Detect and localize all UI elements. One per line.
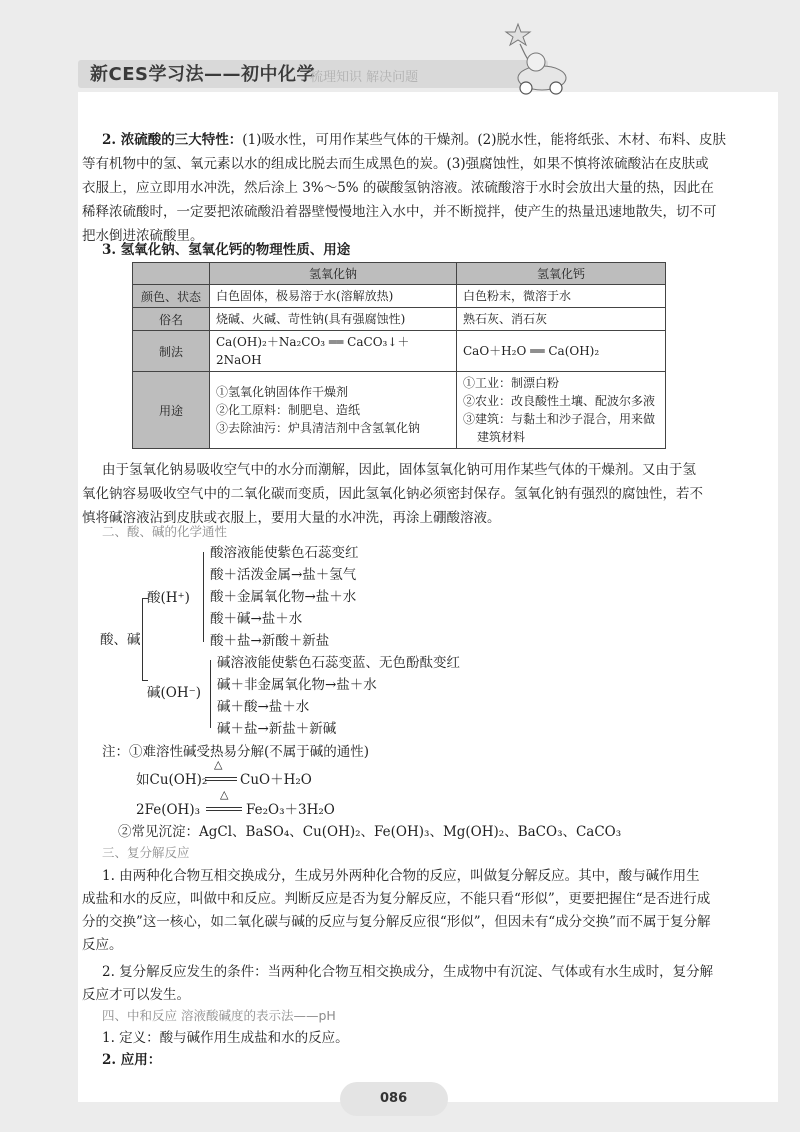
header-title: 新CES学习法——初中化学 xyxy=(90,64,315,85)
table-cell xyxy=(210,285,457,308)
table-cell xyxy=(457,331,666,372)
tree-root: 酸、碱 xyxy=(100,632,141,648)
table-row xyxy=(133,308,666,331)
section-heading: 三、复分解反应 xyxy=(102,845,190,860)
table-cell xyxy=(457,285,666,308)
equation-left: 2Fe(OH)₃ xyxy=(136,802,200,818)
cell-line: ②农业：改良酸性土壤、配波尔多液 xyxy=(463,394,656,408)
cell-line: 白色固体，极易溶于水(溶解放热) xyxy=(216,289,394,303)
cell-line: ①工业：制漂白粉 xyxy=(463,376,560,390)
cell-line: Ca(OH)₂＋Na₂CO₃ ══ CaCO₃↓＋2NaOH xyxy=(216,335,410,367)
equation-right: CuO＋H₂O xyxy=(240,772,312,788)
table-cell xyxy=(457,308,666,331)
table-row xyxy=(133,372,666,449)
tree-connector xyxy=(142,680,148,681)
section-heading: 二、酸、碱的化学通性 xyxy=(102,524,228,539)
table-cell xyxy=(457,372,666,449)
table-cell xyxy=(210,331,457,372)
tree-base-label: 碱(OH⁻) xyxy=(147,685,201,701)
paragraph-line: 反应。 xyxy=(82,937,123,953)
row-label: 俗名 xyxy=(133,308,210,331)
paragraph-line: 成盐和水的反应，叫做中和反应。判断反应是否为复分解反应，不能只看“形似”，更要把握住“是否进行成 xyxy=(82,891,711,907)
cell-line: CaO＋H₂O ══ Ca(OH)₂ xyxy=(463,344,600,358)
base-property: 碱＋酸→盐＋水 xyxy=(217,699,310,715)
equation-left: 如Cu(OH)₂ xyxy=(136,772,208,788)
tree-brace xyxy=(210,660,211,728)
table-cell xyxy=(210,308,457,331)
paragraph-line: 衣服上，应立即用水冲洗，然后涂上 3%～5% 的碳酸氢钠溶液。浓硫酸溶于水时会放出大量的热，因此在 xyxy=(82,180,714,196)
tree-acid-label: 酸(H⁺) xyxy=(147,590,190,606)
equation-line xyxy=(205,780,237,781)
paragraph-line: 氧化钠容易吸收空气中的二氧化碳而变质，因此氢氧化钠必须密封保存。氢氧化钠有强烈的腐蚀性，若不 xyxy=(82,486,703,502)
acid-property: 酸＋碱→盐＋水 xyxy=(210,611,303,627)
paragraph-text: (1)吸水性，可用作某些气体的干燥剂。(2)脱水性，能将纸张、木材、布料、皮肤 xyxy=(242,132,727,148)
cell-line: ③建筑：与黏土和沙子混合，用来做 xyxy=(463,412,656,426)
row-label: 制法 xyxy=(133,331,210,372)
equation-line xyxy=(206,807,242,808)
base-property: 碱溶液能使紫色石蕊变蓝、无色酚酞变红 xyxy=(217,655,460,671)
cell-line: 建筑材料 xyxy=(477,430,526,444)
mascot-car-icon xyxy=(490,18,570,98)
acid-property: 酸＋金属氧化物→盐＋水 xyxy=(210,589,357,605)
cell-line: 烧碱、火碱、苛性钠(具有强腐蚀性) xyxy=(216,312,406,326)
table-corner xyxy=(133,263,210,285)
definition-line: 1. 定义：酸与碱作用生成盐和水的反应。 xyxy=(102,1030,349,1046)
cell-line: 白色粉末，微溶于水 xyxy=(463,289,572,303)
paragraph-line: 等有机物中的氢、氧元素以水的组成比脱去而生成黑色的炭。(3)强腐蚀性，如果不慎将浓硫酸沾在皮肤或 xyxy=(82,156,709,172)
paragraph-line xyxy=(102,130,726,150)
page-number: 086 xyxy=(380,1091,408,1106)
cell-line: 熟石灰、消石灰 xyxy=(463,312,548,326)
row-label: 用途 xyxy=(133,372,210,449)
paragraph-line: 分的交换”这一核心，如二氧化碳与碱的反应与复分解反应很“形似”，但因未有“成分交换”而不属于复分解 xyxy=(82,914,711,930)
comparison-table xyxy=(132,262,666,449)
cell-line: ②化工原料：制肥皂、造纸 xyxy=(216,403,361,417)
cell-line: ③去除油污：炉具清洁剂中含氢氧化钠 xyxy=(216,421,421,435)
equation-line xyxy=(205,777,237,778)
base-property: 碱＋非金属氧化物→盐＋水 xyxy=(217,677,377,693)
table-col-header: 氢氧化钠 xyxy=(210,263,457,285)
application-line: 2. 应用： xyxy=(102,1052,162,1068)
tree-brace xyxy=(203,552,204,642)
table-col-header: 氢氧化钙 xyxy=(457,263,666,285)
paragraph-line: 稀释浓硫酸时，一定要把浓硫酸沿着器壁慢慢地注入水中，并不断搅拌，使产生的热量迅速地散失，切不可 xyxy=(82,204,717,220)
cell-line: ①氢氧化钠固体作干燥剂 xyxy=(216,385,349,399)
row-label: 颜色、状态 xyxy=(133,285,210,308)
paragraph-line: 反应才可以发生。 xyxy=(82,987,190,1003)
equation-right: Fe₂O₃＋3H₂O xyxy=(246,802,335,818)
note-line: 注：①难溶性碱受热易分解(不属于碱的通性) xyxy=(102,744,370,760)
section-heading: 四、中和反应 溶液酸碱度的表示法——pH xyxy=(102,1008,336,1023)
table-row xyxy=(133,331,666,372)
note-line: ②常见沉淀：AgCl、BaSO₄、Cu(OH)₂、Fe(OH)₃、Mg(OH)₂、BaCO₃、CaCO₃ xyxy=(118,824,622,840)
paragraph-line: 2. 复分解反应发生的条件：当两种化合物互相交换成分，生成物中有沉淀、气体或有水生成时，复分解 xyxy=(102,964,714,980)
base-property: 碱＋盐→新盐＋新碱 xyxy=(217,721,337,737)
header-subtitle: 梳理知识 解决问题 xyxy=(310,70,419,85)
heat-symbol: △ xyxy=(214,758,223,771)
paragraph-line: 由于氢氧化钠易吸收空气中的水分而潮解，因此，固体氢氧化钠可用作某些气体的干燥剂。又由于氢 xyxy=(102,462,696,478)
table-heading: 3. 氢氧化钠、氢氧化钙的物理性质、用途 xyxy=(102,242,351,258)
acid-property: 酸溶液能使紫色石蕊变红 xyxy=(210,545,359,561)
acid-property: 酸＋活泼金属→盐＋氢气 xyxy=(210,567,357,583)
paragraph-line: 把水倒进浓硫酸里。 xyxy=(82,228,204,244)
paragraph-heading: 2. 浓硫酸的三大特性： xyxy=(102,132,243,148)
heat-symbol: △ xyxy=(220,788,229,801)
table-row xyxy=(133,285,666,308)
table-header-row xyxy=(133,263,666,285)
paragraph-line: 1. 由两种化合物互相交换成分，生成另外两种化合物的反应，叫做复分解反应。其中，酸与碱作用生 xyxy=(102,868,700,884)
paragraph-line: 慎将碱溶液沾到皮肤或衣服上，要用大量的水冲洗，再涂上硼酸溶液。 xyxy=(82,510,501,526)
tree-brace xyxy=(142,598,143,680)
table-cell xyxy=(210,372,457,449)
equation-line xyxy=(206,810,242,811)
acid-property: 酸＋盐→新酸＋新盐 xyxy=(210,633,330,649)
